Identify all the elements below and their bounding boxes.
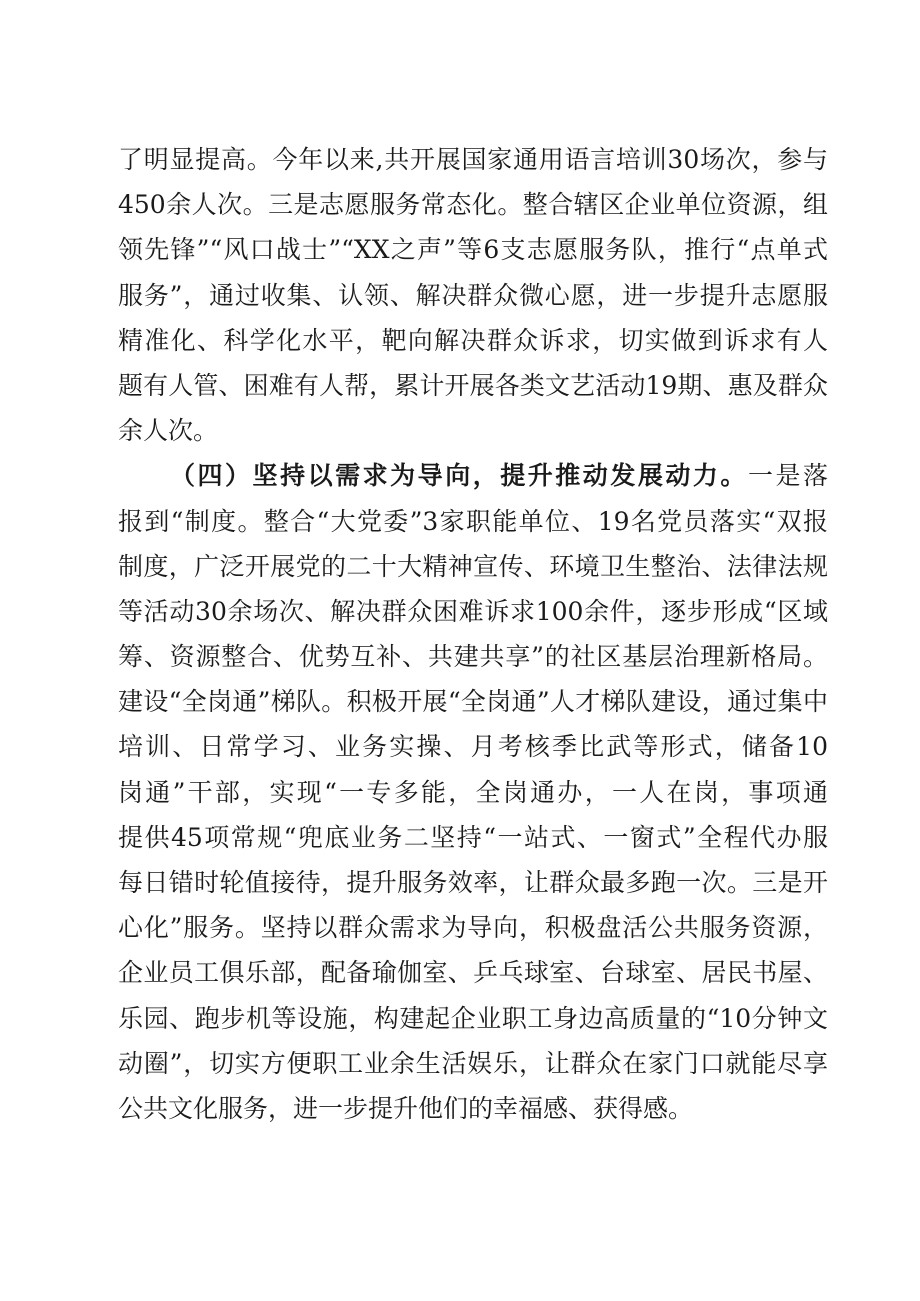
text-line: 企业员工俱乐部，配备瑜伽室、乒乓球室、台球室、居民书屋、 xyxy=(118,958,828,988)
text-line: 心化”服务。坚持以群众需求为导向，积极盘活公共服务资源， xyxy=(118,913,828,943)
paragraph-1 xyxy=(118,137,828,453)
text-line: 提供45项常规“兜底业务二坚持“一站式、一窗式”全程代办服 xyxy=(118,822,828,852)
paragraph-2 xyxy=(118,453,828,1131)
text-line: 领先锋”“风口战士”“XX之声”等6支志愿服务队，推行“点单式 xyxy=(118,235,828,265)
text-line: 筹、资源整合、优势互补、共建共享”的社区基层治理新格局。 xyxy=(118,642,828,672)
text-run: 一是落 xyxy=(747,461,828,491)
text-line: 培训、日常学习、业务实操、月考核季比武等形式，储备10 xyxy=(118,732,828,762)
section-heading: （四）坚持以需求为导向，提升推动发展动力。 xyxy=(170,461,748,491)
text-line: 动圈”，切实方便职工业余生活娱乐，让群众在家门口就能尽享 xyxy=(118,1048,828,1078)
text-line: 岗通”干部，实现“一专多能，全岗通办，一人在岗，事项通 xyxy=(118,777,828,807)
text-line: 了明显提高。今年以来,共开展国家通用语言培训30场次，参与 xyxy=(118,145,828,174)
text-line: 每日错时轮值接待，提升服务效率，让群众最多跑一次。三是开 xyxy=(118,868,828,897)
text-line: 报到“制度。整合“大党委”3家职能单位、19名党员落实“双报 xyxy=(118,506,828,536)
text-line: 制度，广泛开展党的二十大精神宣传、环境卫生整治、法律法规 xyxy=(118,551,828,581)
text-line: 乐园、跑步机等设施，构建起企业职工身边高质量的“10分钟文 xyxy=(118,1003,828,1033)
text-line: 建设“全岗通”梯队。积极开展“全岗通”人才梯队建设，通过集中 xyxy=(118,687,828,717)
text-line: 公共文化服务，进一步提升他们的幸福感、获得感。 xyxy=(118,1093,694,1123)
text-line: 余人次。 xyxy=(118,416,219,446)
text-line: 服务”，通过收集、认领、解决群众微心愿，进一步提升志愿服 xyxy=(118,280,828,310)
text-line: 等活动30余场次、解决群众困难诉求100余件，逐步形成“区域 xyxy=(118,596,828,626)
paragraph-2-first-line xyxy=(118,453,828,498)
text-line: 450余人次。三是志愿服务常态化。整合辖区企业单位资源，组 xyxy=(118,190,828,220)
body-text xyxy=(118,137,828,1131)
text-line: 题有人管、困难有人帮，累计开展各类文艺活动19期、惠及群众 xyxy=(118,370,828,400)
text-line: 精准化、科学化水平，靶向解决群众诉求，切实做到诉求有人 xyxy=(118,325,828,355)
